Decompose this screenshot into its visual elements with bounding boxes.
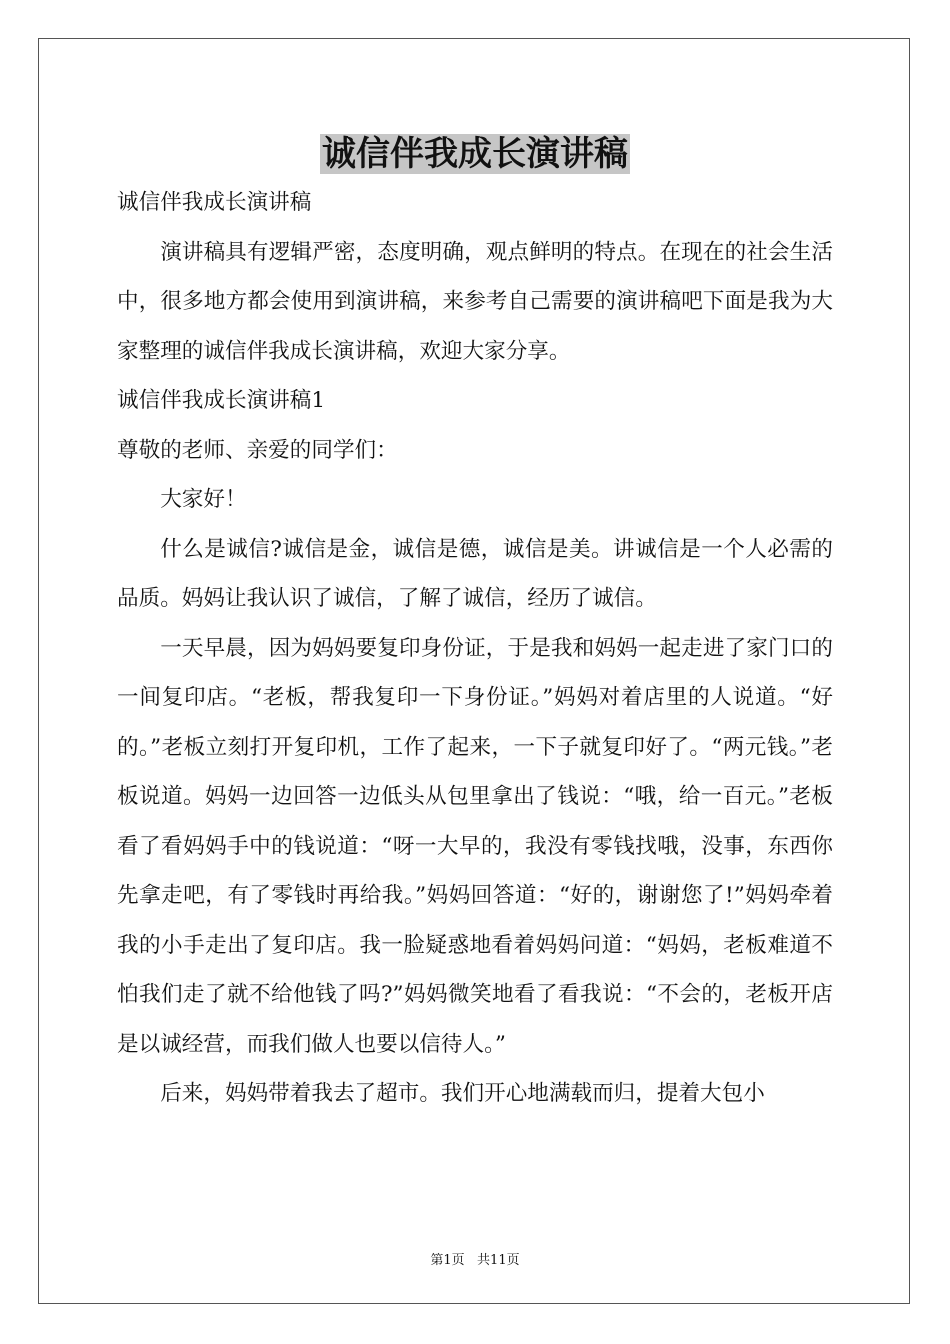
document-title-text: 诚信伴我成长演讲稿 bbox=[322, 134, 628, 174]
paragraph: 后来，妈妈带着我去了超市。我们开心地满载而归，提着大包小 bbox=[160, 1081, 765, 1106]
paragraph: 诚信伴我成长演讲稿 bbox=[117, 190, 312, 215]
document-title bbox=[0, 126, 950, 175]
paragraph: 演讲稿具有逻辑严密，态度明确，观点鲜明的特点。在现在的社会生活中，很多地方都会使用到演讲稿，来参考自己需要的演讲稿吧下面是我为大家整理的诚信伴我成长演讲稿，欢迎大家分享。 bbox=[117, 239, 833, 364]
page-footer: 第1页 共11页 bbox=[430, 1253, 520, 1268]
paragraph: 诚信伴我成长演讲稿1 bbox=[117, 388, 326, 413]
paragraph: 尊敬的老师、亲爱的同学们： bbox=[117, 437, 398, 463]
paragraph: 大家好！ bbox=[160, 487, 247, 512]
paragraph: 一天早晨，因为妈妈要复印身份证，于是我和妈妈一起走进了家门口的一间复印店。“老板，帮我复印一下身份证。”妈妈对着店里的人说道。“好的。”老板立刻打开复印机，工作了起来，一下子就复印好了。“两元钱。”老板说道。妈妈一边回答一边低头从包里拿出了钱说：“哦，给一百元。”老板看了看妈妈手中的钱说道：“呀一大早的，我没有零钱找哦，没事，东西你先拿走吧，有了零钱时再给我。”妈妈回答道：“好的，谢谢您了!”妈妈牵着我的小手走出了复印店。我一脸疑惑地看着妈妈问道：“妈妈，老板难道不怕我们走了就不给他钱了吗?”妈妈微笑地看了看我说：“不会的，老板开店是以诚经营，而我们做人也要以信待人。” bbox=[117, 635, 833, 1057]
document-body bbox=[117, 178, 833, 1119]
paragraph: 什么是诚信?诚信是金，诚信是德，诚信是美。讲诚信是一个人必需的品质。妈妈让我认识了诚信，了解了诚信，经历了诚信。 bbox=[117, 536, 833, 611]
